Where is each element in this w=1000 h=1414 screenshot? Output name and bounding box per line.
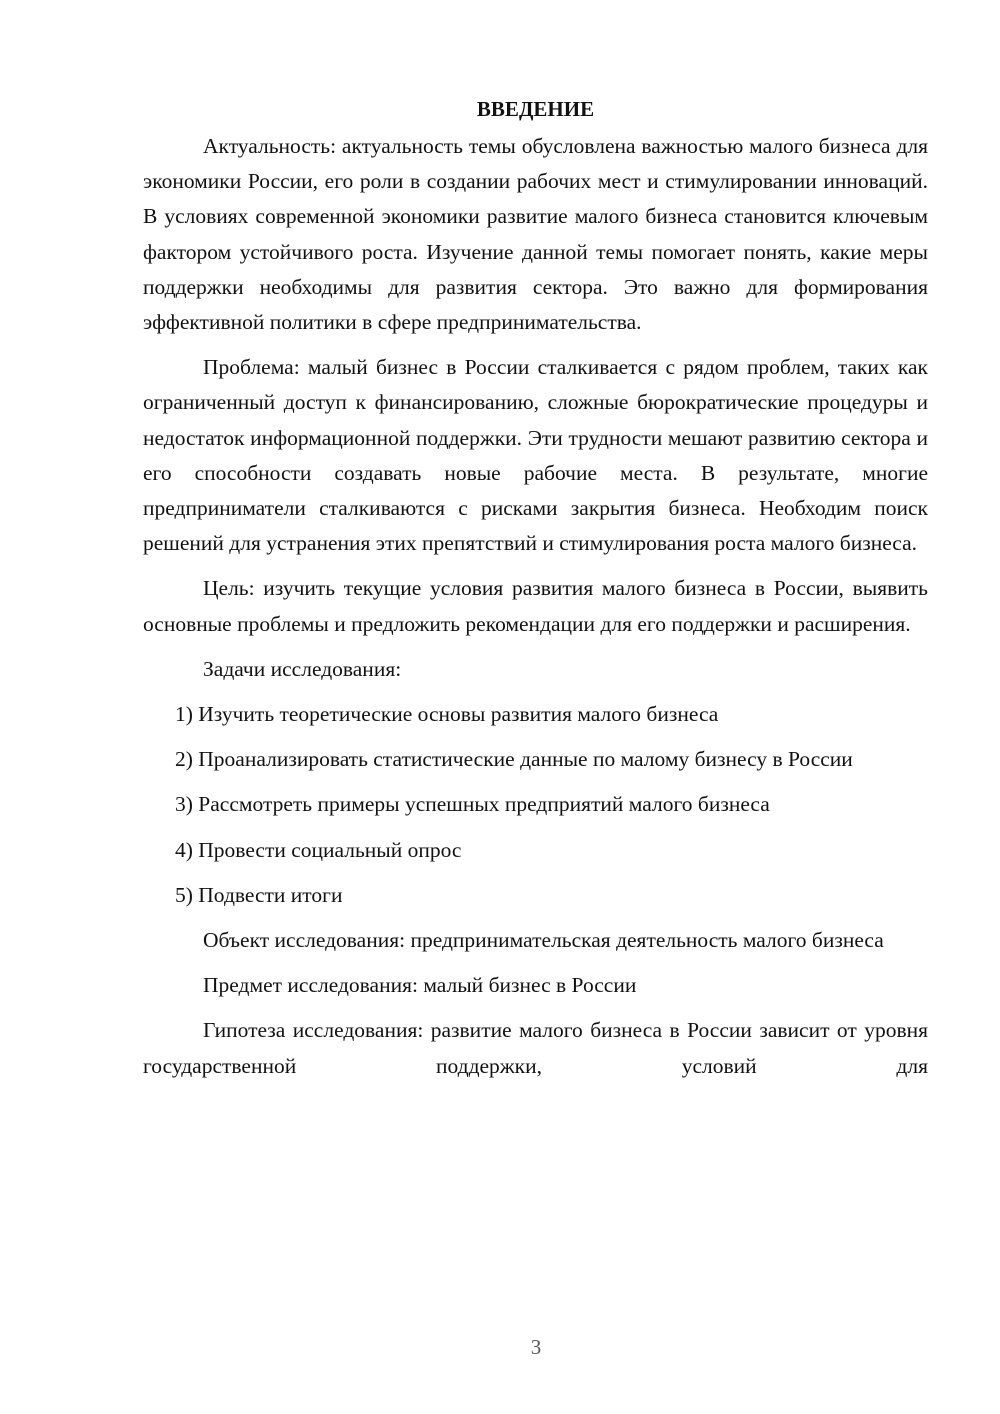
task-item-4: 4) Провести социальный опрос xyxy=(175,837,462,862)
task-item-3: 3) Рассмотреть примеры успешных предприятий малого бизнеса xyxy=(175,792,770,817)
task-item-5: 5) Подвести итоги xyxy=(175,882,343,907)
paragraph-subject: Предмет исследования: малый бизнес в России xyxy=(203,973,637,998)
task-item-2: 2) Проанализировать статистические данные по малому бизнесу в России xyxy=(175,747,853,772)
paragraph-goal: Цель: изучить текущие условия развития малого бизнеса в России, выявить основные проблемы и предложить рекомендации для его поддержки и расширения. xyxy=(143,576,928,636)
paragraph-object: Объект исследования: предпринимательская деятельность малого бизнеса xyxy=(203,928,884,953)
section-heading: ВВЕДЕНИЕ xyxy=(476,97,595,121)
task-item-1: 1) Изучить теоретические основы развития малого бизнеса xyxy=(175,702,719,727)
paragraph-problem: Проблема: малый бизнес в России сталкивается с рядом проблем, таких как ограниченный доступ к финансированию, сложные бюрократические процедуры и недостаток информационной поддержки. Эти трудности мешают развитию сектора и его способности создавать новые рабочие места. В результате, многие предприниматели сталкиваются с рисками закрытия бизнеса. Необходим поиск решений для устранения этих препятствий и стимулирования роста малого бизнеса. xyxy=(143,355,928,556)
tasks-heading: Задачи исследования: xyxy=(203,656,402,681)
paragraph-relevance: Актуальность: актуальность темы обусловлена важностью малого бизнеса для экономики России, его роли в создании рабочих мест и стимулировании инноваций. В условиях современной экономики развитие малого бизнеса становится ключевым фактором устойчивого роста. Изучение данной темы помогает понять, какие меры поддержки необходимы для развития сектора. Это важно для формирования эффективной политики в сфере предпринимательства. xyxy=(143,134,928,335)
page-body xyxy=(143,92,928,1084)
paragraph-hypothesis: Гипотеза исследования: развитие малого бизнеса в России зависит от уровня государственной поддержки, условий для xyxy=(143,1018,928,1078)
page-number: 3 xyxy=(530,1335,542,1359)
